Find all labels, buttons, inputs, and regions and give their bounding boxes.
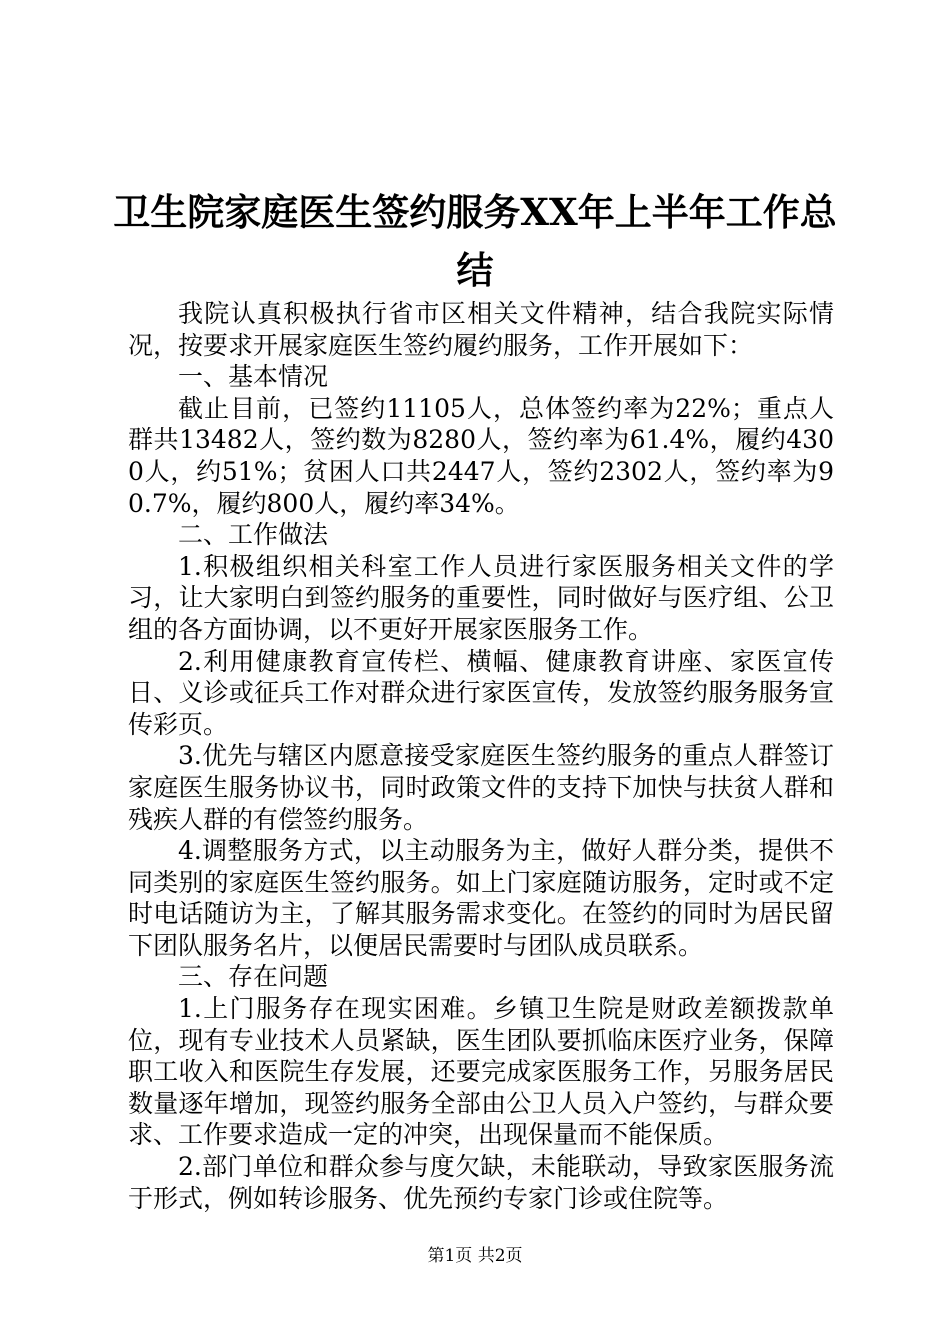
work-method-item-1: 1.积极组织相关科室工作人员进行家医服务相关文件的学习，让大家明白到签约服务的重要性，同时做好与医疗组、公卫组的各方面协调，以不更好开展家医服务工作。 — [128, 551, 834, 644]
work-method-item-3: 3.优先与辖区内愿意接受家庭医生签约服务的重点人群签订家庭医生服务协议书，同时政策文件的支持下加快与扶贫人群和残疾人群的有偿签约服务。 — [128, 741, 834, 834]
work-method-item-4: 4.调整服务方式，以主动服务为主，做好人群分类，提供不同类别的家庭医生签约服务。如上门家庭随访服务，定时或不定时电话随访为主，了解其服务需求变化。在签约的同时为居民留下团队服务名片，以便居民需要时与团队成员联系。 — [128, 836, 834, 960]
problem-item-1: 1.上门服务存在现实困难。乡镇卫生院是财政差额拨款单位，现有专业技术人员紧缺，医生团队要抓临床医疗业务，保障职工收入和医院生存发展，还要完成家医服务工作，另服务居民数量逐年增加，现签约服务全部由公卫人员入户签约，与群众要求、工作要求造成一定的冲突，出现保量而不能保质。 — [128, 994, 834, 1150]
document-title-line-2: 结 — [456, 248, 494, 292]
work-method-item-2: 2.利用健康教育宣传栏、横幅、健康教育讲座、家医宣传日、义诊或征兵工作对群众进行家医宣传，发放签约服务服务宣传彩页。 — [128, 646, 834, 739]
basic-situation-paragraph: 截止目前，已签约11105人，总体签约率为22%；重点人群共13482人，签约数为8280人，签约率为61.4%，履约4300人，约51%；贫困人口共2447人，签约2302人，签约率为90.7%，履约800人，履约率34%。 — [128, 393, 834, 518]
page-footer: 第1页 共2页 — [427, 1246, 523, 1266]
problem-item-2: 2.部门单位和群众参与度欠缺，未能联动，导致家医服务流于形式，例如转诊服务、优先预约专家门诊或住院等。 — [128, 1152, 834, 1213]
intro-paragraph: 我院认真积极执行省市区相关文件精神，结合我院实际情况，按要求开展家庭医生签约履约服务，工作开展如下： — [128, 299, 834, 360]
section-heading-work-methods: 二、工作做法 — [178, 520, 329, 550]
section-heading-existing-problems: 三、存在问题 — [178, 962, 329, 992]
section-heading-basic-situation: 一、基本情况 — [178, 362, 329, 392]
document-body — [128, 298, 834, 1214]
document-title-line-1: 卫生院家庭医生签约服务XX年上半年工作总 — [113, 190, 837, 234]
